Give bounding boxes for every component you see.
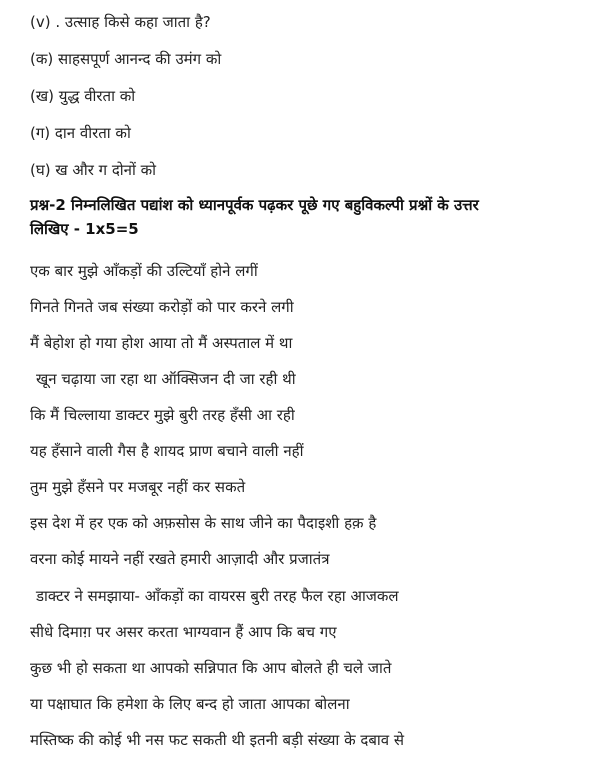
poem-line: मस्तिष्क की कोई भी नस फट सकती थी इतनी बड़ी संख्या के दबाव से: [30, 731, 405, 749]
poem-line: यह हँसाने वाली गैस है शायद प्राण बचाने वाली नहीं: [30, 442, 304, 460]
option-ka: (क) साहसपूर्ण आनन्द की उमंग को: [30, 50, 222, 68]
option-ga: (ग) दान वीरता को: [30, 124, 131, 142]
poem-line: मैं बेहोश हो गया होश आया तो मैं अस्पताल में था: [30, 334, 293, 352]
section-heading-line1: प्रश्न-2 निम्नलिखित पद्यांश को ध्यानपूर्वक पढ़कर पूछे गए बहुविकल्पी प्रश्नों के उत्तर: [30, 196, 479, 214]
option-kha: (ख) युद्ध वीरता को: [30, 87, 136, 105]
section-heading-line2: लिखिए - 1x5=5: [30, 220, 139, 238]
section-heading: [30, 193, 585, 241]
option-gha: (घ) ख और ग दोनों को: [30, 161, 157, 179]
poem-line: तुम मुझे हँसने पर मजबूर नहीं कर सकते: [30, 478, 246, 496]
poem-line: एक बार मुझे आँकड़ों की उल्टियाँ होने लगीं: [30, 262, 258, 280]
poem-line: खून चढ़ाया जा रहा था ऑक्सिजन दी जा रही थी: [36, 370, 296, 388]
poem-line: डाक्टर ने समझाया- आँकड़ों का वायरस बुरी तरह फैल रहा आजकल: [36, 587, 399, 605]
poem-line: या पक्षाघात कि हमेशा के लिए बन्द हो जाता आपका बोलना: [30, 695, 350, 713]
poem-line: सीधे दिमाग़ पर असर करता भाग्यवान हैं आप कि बच गए: [30, 623, 337, 641]
poem-line: वरना कोई मायने नहीं रखते हमारी आज़ादी और प्रजातंत्र: [30, 550, 330, 568]
poem-line: कुछ भी हो सकता था आपको सन्निपात कि आप बोलते ही चले जाते: [30, 659, 392, 677]
poem-line: इस देश में हर एक को अफ़सोस के साथ जीने का पैदाइशी हक़ है: [30, 514, 377, 532]
poem-line: गिनते गिनते जब संख्या करोड़ों को पार करने लगी: [30, 298, 294, 316]
poem-line: कि मैं चिल्लाया डाक्टर मुझे बुरी तरह हँसी आ रही: [30, 406, 295, 424]
question-text: (v) . उत्साह किसे कहा जाता है?: [30, 13, 211, 31]
